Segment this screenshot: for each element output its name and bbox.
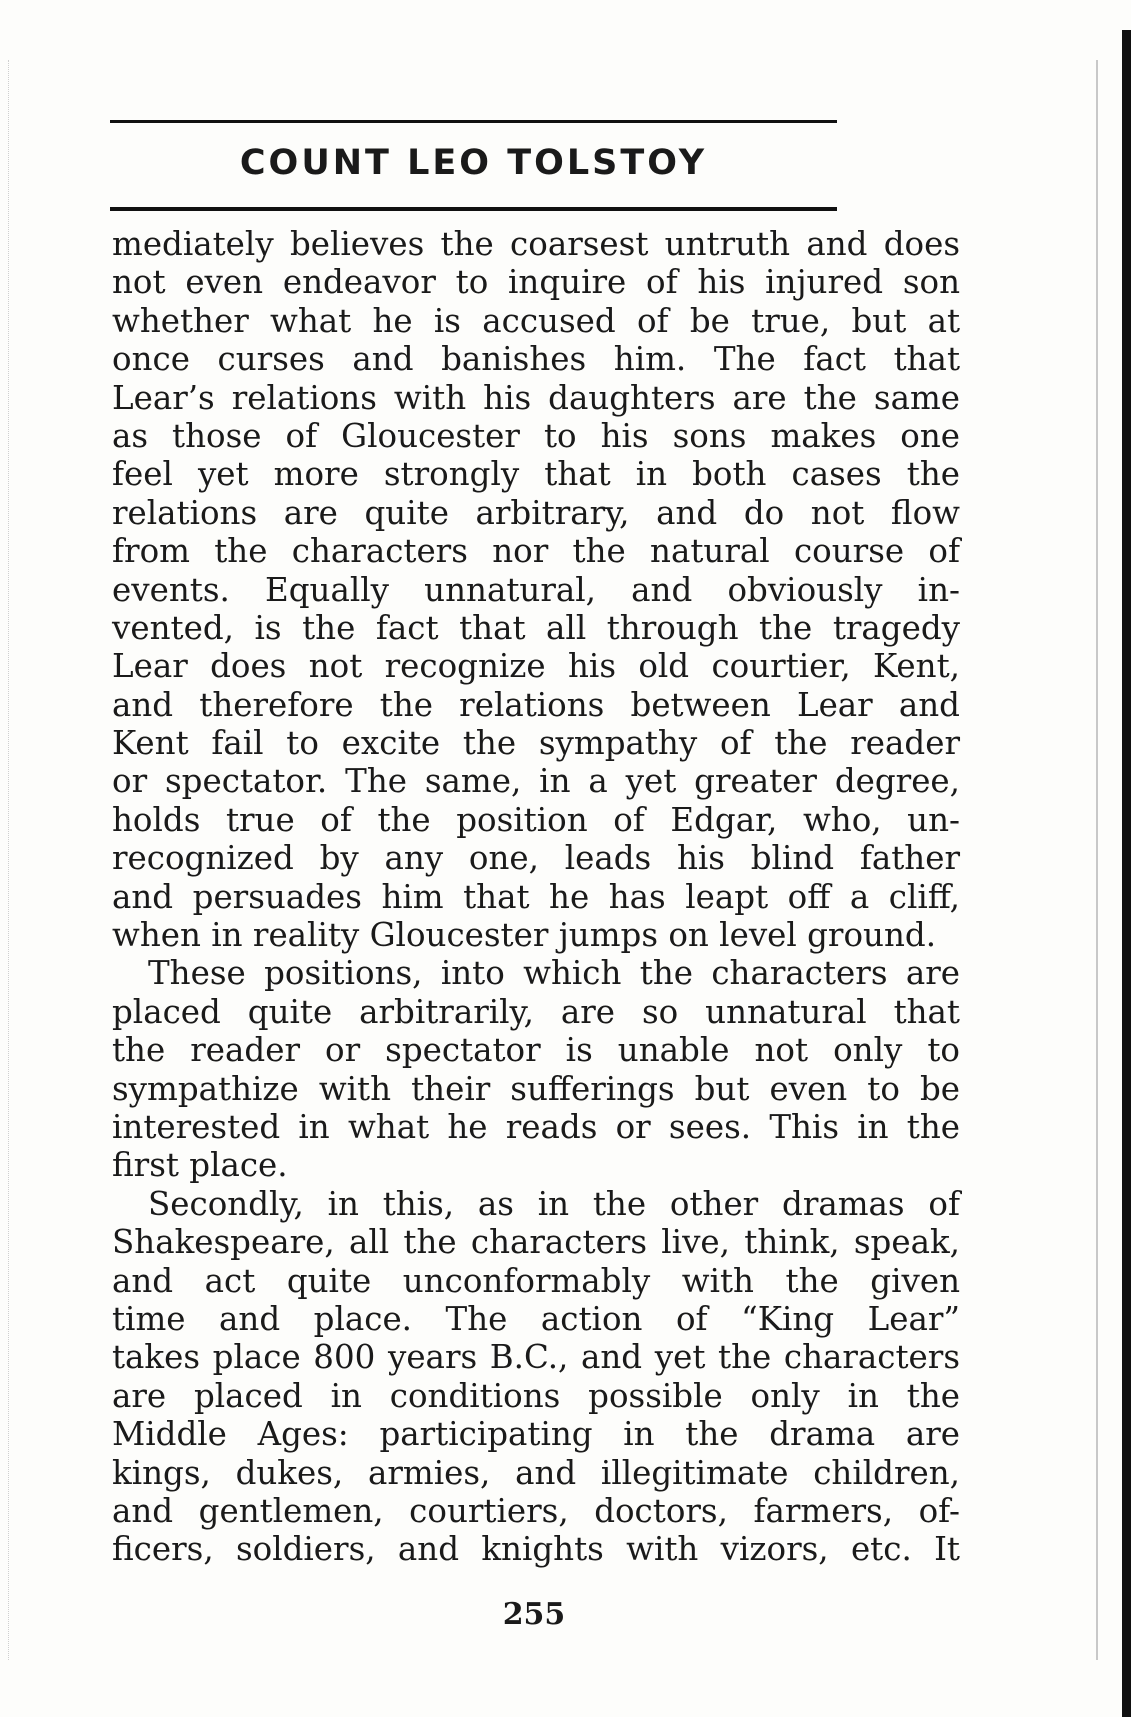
scan-edge-bar xyxy=(1122,30,1131,1717)
text-line: from the characters nor the natural course of xyxy=(112,532,960,571)
text-line: recognized by any one, leads his blind father xyxy=(112,839,960,878)
text-line: vented, is the fact that all through the tragedy xyxy=(112,608,960,647)
page-number: 255 xyxy=(502,1597,566,1632)
header-rule-top xyxy=(110,120,837,123)
text-line: and gentlemen, courtiers, doctors, farmers, of- xyxy=(112,1491,960,1530)
text-line: and persuades him that he has leapt off a cliff, xyxy=(112,877,960,916)
text-line: Lear does not recognize his old courtier, Kent, xyxy=(112,647,960,686)
text-line: when in reality Gloucester jumps on level ground. xyxy=(112,916,937,955)
header-rule-bottom xyxy=(110,207,837,211)
text-line: not even endeavor to inquire of his injured son xyxy=(112,263,960,302)
text-line: ficers, soldiers, and knights with vizors, etc. It xyxy=(112,1530,960,1569)
text-line: Kent fail to excite the sympathy of the reader xyxy=(112,724,960,763)
text-line: time and place. The action of “King Lear” xyxy=(112,1299,960,1338)
text-line: mediately believes the coarsest untruth and does xyxy=(112,225,960,263)
text-line: holds true of the position of Edgar, who, un- xyxy=(112,800,960,839)
text-line: the reader or spectator is unable not only to xyxy=(112,1031,960,1070)
text-line: sympathize with their sufferings but even to be xyxy=(112,1069,960,1108)
text-line: and therefore the relations between Lear and xyxy=(112,685,960,724)
text-line: feel yet more strongly that in both cases the xyxy=(112,455,960,494)
text-line: interested in what he reads or sees. This in the xyxy=(112,1107,960,1146)
text-line: once curses and banishes him. The fact that xyxy=(112,340,960,379)
running-head: COUNT LEO TOLSTOY xyxy=(239,143,708,183)
text-line: Lear’s relations with his daughters are the same xyxy=(112,378,960,417)
page-gutter-mark xyxy=(8,60,10,1660)
text-line: relations are quite arbitrary, and do not flow xyxy=(112,493,960,532)
text-line: first place. xyxy=(112,1146,288,1185)
text-line: whether what he is accused of be true, but at xyxy=(112,301,960,340)
text-line: Shakespeare, all the characters live, think, speak, xyxy=(112,1223,960,1262)
text-line: Middle Ages: participating in the drama are xyxy=(112,1415,960,1454)
text-line: or spectator. The same, in a yet greater degree, xyxy=(112,762,960,801)
text-line: placed quite arbitrarily, are so unnatural that xyxy=(112,992,960,1031)
text-line: kings, dukes, armies, and illegitimate children, xyxy=(112,1453,960,1492)
text-line: and act quite unconformably with the given xyxy=(112,1261,960,1300)
text-line: as those of Gloucester to his sons makes one xyxy=(112,416,960,455)
page-edge-rule xyxy=(1096,60,1098,1660)
text-line: are placed in conditions possible only in the xyxy=(112,1376,960,1415)
text-line: events. Equally unnatural, and obviously in- xyxy=(112,570,960,609)
text-line: These positions, into which the characters are xyxy=(148,954,960,993)
body-text xyxy=(112,225,960,1569)
text-line: Secondly, in this, as in the other dramas of xyxy=(148,1184,960,1223)
text-line: takes place 800 years B.C., and yet the characters xyxy=(112,1338,960,1377)
